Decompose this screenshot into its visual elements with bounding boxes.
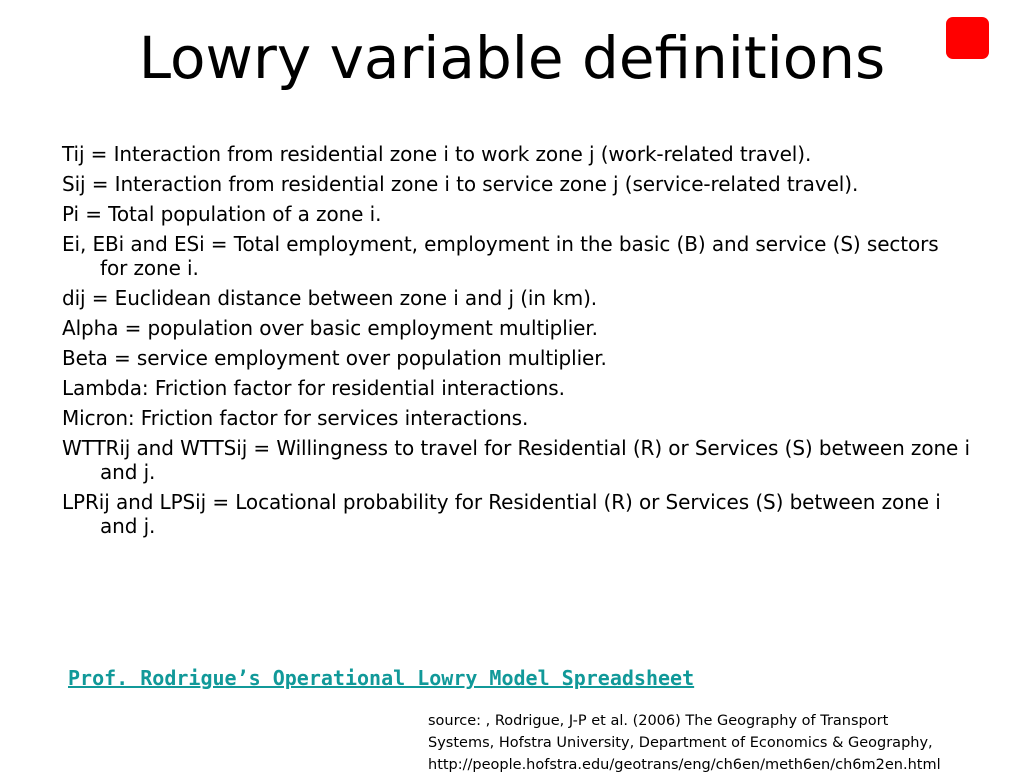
definition-lp: LPRij and LPSij = Locational probability for Residential (R) or Services (S) between zone i and j. — [62, 490, 941, 538]
definition-dij: dij = Euclidean distance between zone i and j (in km). — [62, 286, 598, 310]
definitions-list — [62, 142, 972, 544]
source-line-2: Systems, Hofstra University, Department of Economics & Geography, — [428, 735, 933, 751]
source-line-1: source: , Rodrigue, J-P et al. (2006) The Geography of Transport — [428, 713, 889, 729]
definition-lambda: Lambda: Friction factor for residential interactions. — [62, 376, 565, 400]
definition-alpha: Alpha = population over basic employment multiplier. — [62, 316, 598, 340]
definition-sij: Sij = Interaction from residential zone i to service zone j (service-related travel). — [62, 172, 859, 196]
definition-pi: Pi = Total population of a zone i. — [62, 202, 382, 226]
definition-wtt: WTTRij and WTTSij = Willingness to travel for Residential (R) or Services (S) between zone i and j. — [62, 436, 970, 484]
source-citation — [428, 710, 1018, 776]
source-url[interactable]: http://people.hofstra.edu/geotrans/eng/ch6en/meth6en/ch6m2en.html — [428, 757, 941, 773]
definition-micron: Micron: Friction factor for services interactions. — [62, 406, 529, 430]
definition-employment: Ei, EBi and ESi = Total employment, employment in the basic (B) and service (S) sectors for zone i. — [62, 232, 939, 280]
slide-title: Lowry variable definitions — [138, 24, 886, 92]
definition-tij: Tij = Interaction from residential zone i to work zone j (work-related travel). — [62, 142, 812, 166]
stop-icon[interactable] — [946, 17, 989, 59]
spreadsheet-link[interactable]: Prof. Rodrigue’s Operational Lowry Model Spreadsheet — [68, 666, 695, 690]
definition-beta: Beta = service employment over population multiplier. — [62, 346, 607, 370]
